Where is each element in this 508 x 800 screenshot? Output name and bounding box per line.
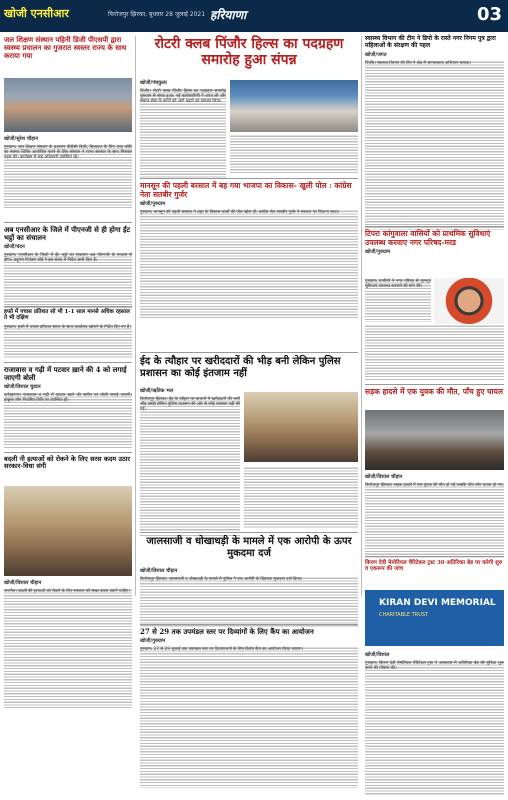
divider bbox=[4, 306, 132, 307]
story-headline: ईद के त्यौहार पर खरीददारों की भीड़ बनी लेकिन पुलिस प्रशासन का कोई इंतजाम नहीं bbox=[140, 356, 341, 379]
story-headline: मानसून की पहली बरसात में बह गया भाजपा का विकास- खुली पोल : कांग्रेस नेता सतबीर गुर्जर bbox=[140, 181, 352, 199]
divider bbox=[4, 452, 132, 453]
story-byline: खोजी/पंचकुला bbox=[140, 80, 167, 86]
page-number: 03 bbox=[476, 4, 502, 25]
story-7 bbox=[140, 182, 358, 319]
story-text: गुरुग्राम। मानसून की पहली बरसात ने शहर के विकास कार्यों की पोल खोल दी। कांग्रेस नेता सतबीर गुर्जर ने सरकार पर निशाना साधा। bbox=[140, 209, 358, 319]
story-10-photo bbox=[365, 410, 504, 470]
story-14-body bbox=[365, 650, 504, 796]
story-byline: खोजी/सुरेश चौहान bbox=[4, 136, 38, 142]
divider bbox=[4, 362, 132, 363]
story-text: नारनौल। बदली की हत्याओं को रोकने के लिए सरकार को सख्त कदम उठाने चाहिए। bbox=[4, 588, 132, 708]
story-byline: खोजी/विशाल चौहान bbox=[365, 474, 403, 480]
story-byline: खोजी/विशाल चुडाल bbox=[4, 384, 41, 391]
story-9-photo bbox=[244, 392, 358, 462]
story-10-body bbox=[365, 472, 504, 558]
story-headline: स्वास्थ्य विभाग की टीम ने डिपो के रास्ते नगर निगम पुत्र द्वारा महिलाओं के संरक्षण की पहल bbox=[365, 35, 496, 49]
story-5-photo bbox=[4, 486, 132, 576]
story-byline: खोजी/विशाल चौहान bbox=[140, 568, 178, 574]
story-6-photo bbox=[230, 80, 358, 132]
signboard-title: KIRAN DEVI MEMORIAL bbox=[379, 598, 496, 608]
story-4 bbox=[4, 366, 132, 448]
story-9-body bbox=[140, 386, 240, 536]
story-text: फिरोजपुर झिरका। जालसाजी व धोखाधड़ी के मामले में पुलिस ने एक आरोपी के खिलाफ मुकदमा दर्ज किया। bbox=[140, 576, 358, 628]
story-text: पिंजौर। रोटरी क्लब पिंजौर हिल्स का पदग्रहण समारोह धूमधाम से संपन्न हुआ। नई कार्यकारिणी ने शपथ ली और समाज सेवा के कार्यों को आगे बढ़ाने का संकल्प लिया। bbox=[140, 88, 226, 178]
divider bbox=[4, 222, 132, 223]
story-3 bbox=[4, 309, 132, 358]
masthead bbox=[0, 0, 508, 32]
story-headline: राजावास व गढ़ी में पटवार ख़ाने की 4 को लगाई जाएगी बोली bbox=[4, 365, 127, 383]
story-text: फर्रुखनगर। राजावास व गढ़ी में पटवार खाने की जमीन पर बोली लगाई जाएगी। इच्छुक लोग निर्धारित तिथि पर उपस्थित हों। bbox=[4, 392, 132, 448]
story-headline: सड़क हादसे में एक युवक की मौत, पाँच हुए घायल bbox=[365, 387, 503, 396]
story-9-continued bbox=[244, 466, 358, 528]
column-rule bbox=[361, 36, 362, 596]
newspaper-logo: खोजी एनसीआर bbox=[4, 7, 69, 20]
story-text: पिंजौर। स्वास्थ्य विभाग की टीम ने क्षेत्र में जागरूकता अभियान चलाया। bbox=[365, 60, 504, 230]
story-1-photo bbox=[4, 78, 132, 132]
divider bbox=[140, 178, 358, 179]
story-byline: खोजी/विशाल bbox=[365, 652, 390, 658]
trust-signboard-photo bbox=[365, 590, 504, 646]
story-text: फिरोजपुर झिरका। सड़क हादसे में एक युवक की मौत हो गई जबकि पाँच लोग घायल हो गए। bbox=[365, 482, 504, 558]
story-10 bbox=[365, 388, 504, 397]
story-8 bbox=[365, 230, 504, 257]
story-12-body bbox=[140, 566, 358, 628]
divider bbox=[365, 384, 504, 385]
story-byline: खोजी/गुरुग्राम bbox=[140, 638, 166, 645]
story-byline: खोजी/जगत bbox=[365, 51, 387, 58]
story-5-body bbox=[4, 578, 132, 708]
story-byline: खोजी/ऋतिक भल bbox=[140, 388, 174, 394]
story-text bbox=[365, 324, 504, 380]
story-headline: टिपरा कांगुवाला वासियों को प्राथमिक सुविधाएं उपलब्ध करवाए नगर परिषद-मरड bbox=[365, 229, 491, 247]
story-headline: अब एनसीआर के जिले में पीएनजी से ही होगा ईंट भट्ठों का संचालन bbox=[4, 225, 130, 243]
story-headline: किरण देवी मेमोरियल चैरिटेबल ट्रस्ट 30 अतिरिक्त बेड पर करेगी शुरु व एकरूप की जांच bbox=[365, 560, 503, 573]
story-byline: खोजी/चंदन bbox=[4, 244, 25, 251]
divider bbox=[365, 226, 504, 227]
story-text: गुरुग्राम। एनसीआर के जिलों में ईंट भट्ठों का संचालन अब पीएनजी के माध्यम से होगा। प्रदूषण नियंत्रण बोर्ड ने इस संबंध में निर्देश जारी किए हैं। bbox=[4, 252, 132, 308]
story-6 bbox=[140, 36, 358, 68]
story-1-body bbox=[4, 134, 132, 208]
story-headline: 27 से 29 तक उपमंडल स्तर पर दिव्यांगों के लिए कैंप का आयोजन bbox=[140, 627, 314, 636]
divider bbox=[140, 532, 358, 533]
story-12 bbox=[140, 536, 358, 559]
story-text: गुरुग्राम। 27 से 29 जुलाई तक उपमंडल स्तर पर दिव्यांगजनों के लिए विशेष कैंप का आयोजन किया जाएगा। bbox=[140, 646, 358, 788]
story-6-body bbox=[140, 78, 226, 178]
story-6-continued bbox=[230, 134, 358, 174]
story-9 bbox=[140, 356, 358, 379]
story-byline: खोजी/विशाल चौहान bbox=[4, 580, 42, 586]
story-5 bbox=[4, 456, 132, 471]
story-8-continued bbox=[365, 324, 504, 380]
divider bbox=[140, 624, 358, 625]
story-1 bbox=[4, 36, 132, 60]
column-rule bbox=[135, 36, 136, 596]
story-byline: खोजी/गुरुग्राम bbox=[365, 249, 391, 256]
story-headline: जालसाजी व धोखाधड़ी के मामले में एक आरोपी के ऊपर मुकदमा दर्ज bbox=[146, 536, 352, 559]
story-headline: बदली नी हत्याओं को रोकने के लिए सरस कदम उठार सरकार-विधा संगी bbox=[4, 455, 131, 471]
story-text bbox=[230, 134, 358, 174]
story-headline: जल शिक्षण संस्थान पहिनी डिजी पीएसपी द्वारा स्वस्थ्य प्रचालन का गुजरात स्वस्तर राज्य के साथ कराया गया bbox=[4, 35, 127, 61]
story-11 bbox=[365, 36, 504, 230]
story-14 bbox=[365, 560, 504, 573]
divider bbox=[140, 352, 358, 353]
story-text bbox=[244, 466, 358, 528]
story-13 bbox=[140, 628, 358, 788]
divider bbox=[365, 556, 504, 557]
story-headline: हफ्ते में पचास प्रतिशत सो भी 1-1 साल मानसे अधिक रहस्तल ते भी दक्षिण bbox=[4, 309, 130, 322]
story-text: गुरुग्राम। हफ्ते में पचास प्रतिशत स्टाफ के साथ कार्यालय खोलने के निर्देश दिए गए हैं। bbox=[4, 324, 132, 358]
story-text: गुरुग्राम। किरण देवी मेमोरियल चैरिटेबल ट्रस्ट ने अस्पताल में अतिरिक्त बेड की सुविधा शुरू करने की घोषणा की। bbox=[365, 660, 504, 796]
story-text: गुरुग्राम। ग्रामीणों ने नगर परिषद से मूलभूत सुविधाएं उपलब्ध करवाने की मांग की। bbox=[365, 278, 431, 322]
story-8-body bbox=[365, 278, 431, 322]
story-2 bbox=[4, 226, 132, 308]
signboard-subtitle: CHARITABLE TRUST bbox=[379, 612, 429, 618]
story-text: फिरोजपुर झिरका। ईद के त्यौहार पर बाजारों में खरीददारों की भारी भीड़ उमड़ी लेकिन पुलिस प्रशासन की ओर से कोई व्यवस्था नहीं की गई। bbox=[140, 396, 240, 536]
dateline: फिरोजपुर झिरका, बुधवार 28 जुलाई 2021 bbox=[108, 11, 206, 18]
story-text: गुरुग्राम। जल शिक्षण संस्थान के प्रशासन पीडीसी डिजी, बिश्वदत्त के लिए उच्च कोटि का स्वस्थ्य शिविर आयोजित करने के लिए संस्थान ने राज्य सरकार के साथ मिलकर पहल की। कार्यक्रम में कई अधिकारी उपस्थित रहे। bbox=[4, 144, 132, 208]
story-headline: रोटरी क्लब पिंजौर हिल्स का पदग्रहण समारोह हुआ संपन्न bbox=[154, 36, 344, 69]
story-byline: खोजी/गुरुग्राम bbox=[140, 201, 166, 208]
section-title: हरियाणा bbox=[210, 8, 247, 22]
